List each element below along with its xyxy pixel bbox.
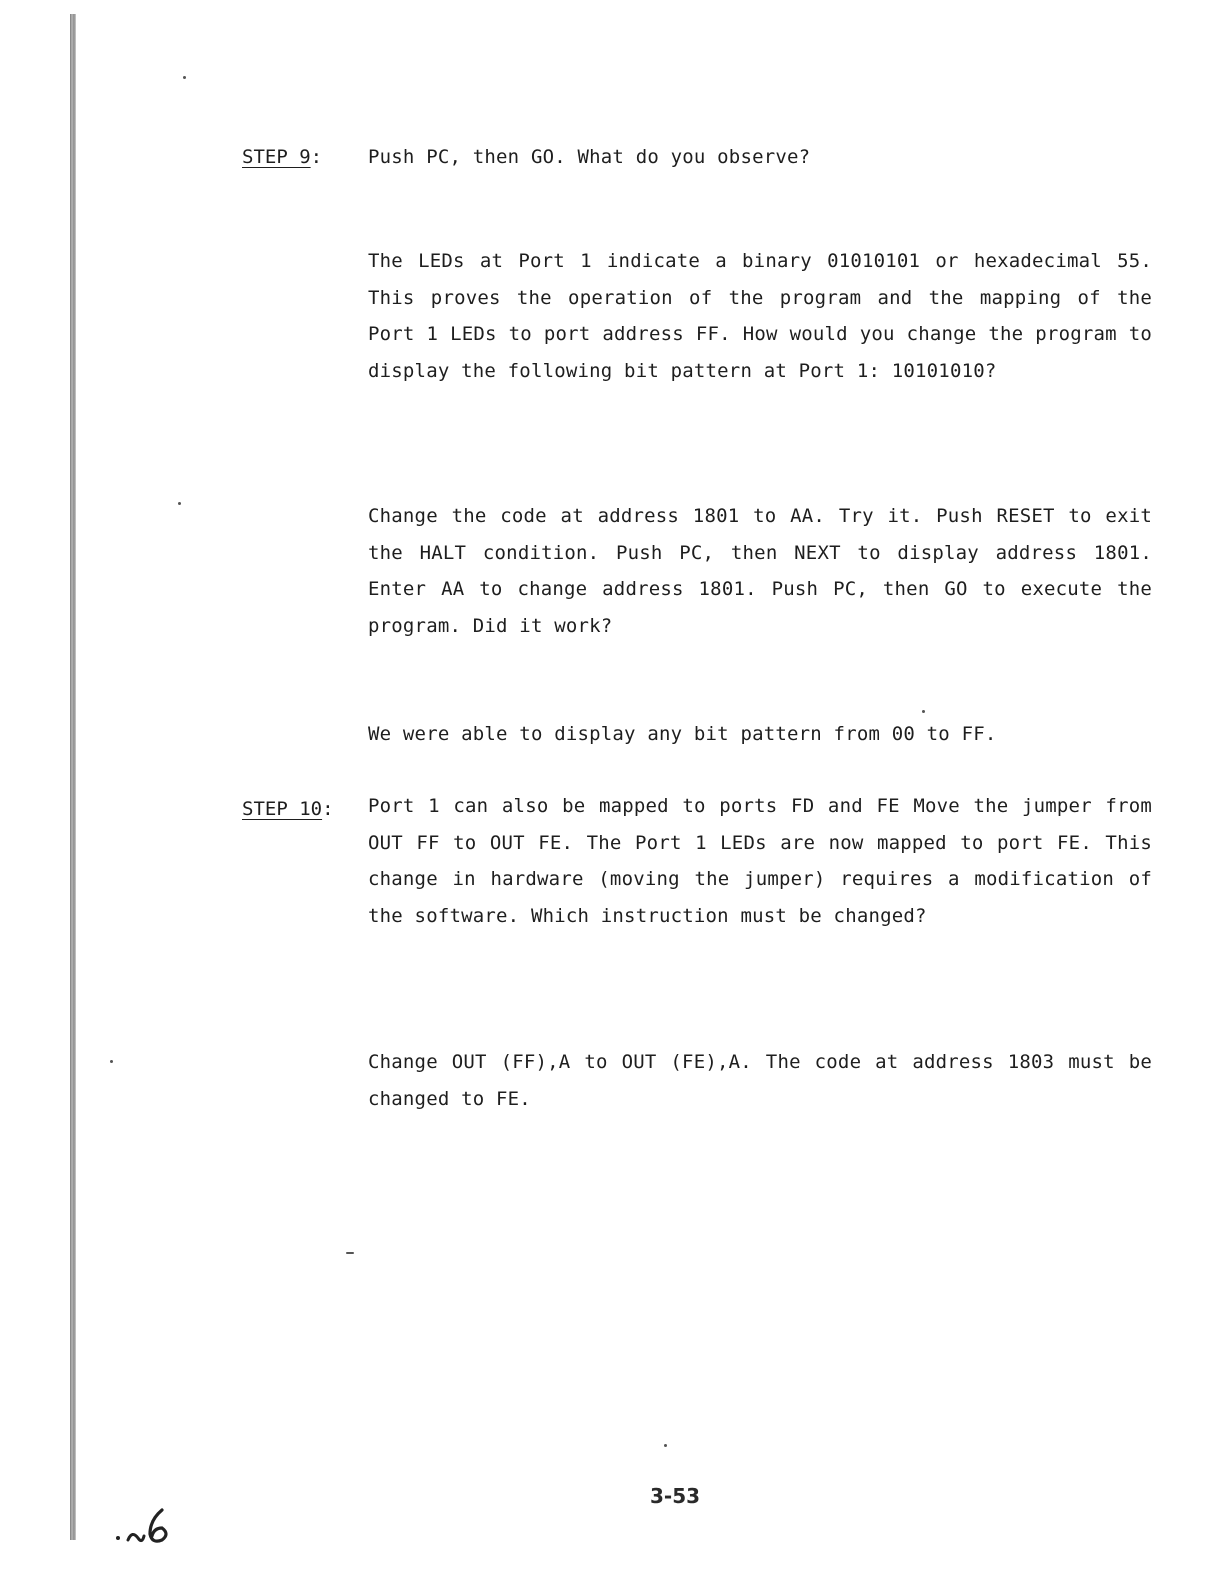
handwritten-mark [110, 1498, 190, 1548]
step-9-result-paragraph: We were able to display any bit pattern from 00 to FF. [368, 723, 997, 745]
scan-speck [664, 1444, 667, 1447]
step-9-label [242, 144, 322, 170]
step-9-label-text: STEP 9 [242, 146, 311, 168]
scan-speck [110, 1060, 113, 1063]
step-9-answer-paragraph: The LEDs at Port 1 indicate a binary 01010101 or hexadecimal 55. This proves the operation of the program and the mapping of the Port 1 LEDs to port address FF. How would you change the program to display the following bit pattern at Port 1: 10101010? [368, 250, 1152, 382]
scan-speck [178, 502, 181, 505]
binding-edge [70, 14, 76, 1540]
scan-speck [346, 1252, 354, 1254]
step-9-question: Push PC, then GO. What do you observe? [368, 146, 811, 168]
step-10-answer-paragraph: Change OUT (FF),A to OUT (FE),A. The code at address 1803 must be changed to FE. [368, 1051, 1152, 1110]
step-9-label-colon: : [310, 146, 323, 168]
step-9-instructions-paragraph: Change the code at address 1801 to AA. Try it. Push RESET to exit the HALT condition. Push PC, then NEXT to display address 1801. Enter AA to change address 1801. Push PC, then GO to execute the program. Did it work? [368, 505, 1152, 637]
step-10-question: Port 1 can also be mapped to ports FD and FE Move the jumper from OUT FF to OUT FE. The Port 1 LEDs are now mapped to port FE. This change in hardware (moving the jumper) requires a modification of the software. Which instruction must be changed? [368, 795, 1152, 927]
scan-speck [922, 710, 925, 713]
step-10-label-text: STEP 10 [242, 798, 323, 820]
page-number: 3-53 [650, 1484, 701, 1508]
step-10-label-colon: : [322, 798, 334, 820]
scan-speck [183, 76, 186, 79]
step-10-label [242, 796, 334, 822]
